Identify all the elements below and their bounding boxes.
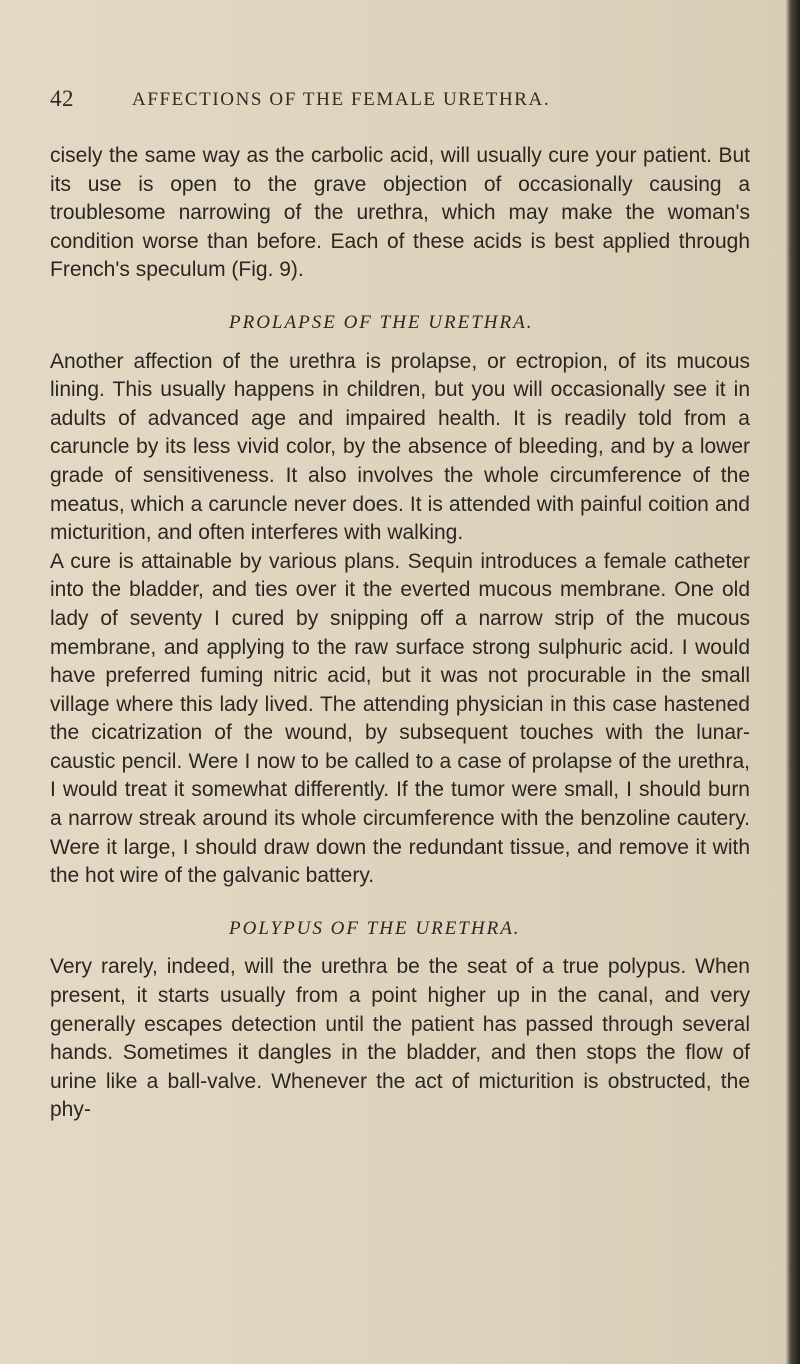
- body-text: [50, 142, 750, 1125]
- page-number: 42: [50, 86, 74, 111]
- section-heading-polypus: POLYPUS OF THE URETHRA.: [229, 917, 521, 939]
- page-header: [50, 86, 750, 126]
- paragraph-prolapse-treatment: A cure is attainable by various plans. Sequin introduces a female catheter into the bladder, and ties over it the everted mucous membrane. One old lady of seventy I cured by snipping off a narrow strip of the mucous membrane, and applying to the raw surface strong sulphuric acid. I would have preferred fuming nitric acid, but it was not procurable in the small village where this lady lived. The attending physician in this case hastened the cicatrization of the wound, by subsequent touches with the lunar-caustic pencil. Were I now to be called to a case of prolapse of the urethra, I would treat it somewhat differently. If the tumor were small, I should burn a narrow streak around its whole circumference with the benzoline cautery. Were it large, I should draw down the redundant tissue, and remove it with the hot wire of the galvanic battery.: [50, 549, 750, 888]
- page-binding-edge: [786, 0, 800, 1364]
- running-head: AFFECTIONS OF THE FEMALE URETHRA.: [132, 89, 551, 110]
- paragraph-continuation: cisely the same way as the carbolic acid, will usually cure your patient. But its use is open to the grave objection of occasionally causing a troublesome narrowing of the urethra, which may make the woman's condition worse than before. Each of these acids is best applied through French's speculum (Fig. 9).: [50, 144, 750, 282]
- section-heading-prolapse: PROLAPSE OF THE URETHRA.: [229, 311, 534, 333]
- paragraph-prolapse-description: Another affection of the urethra is prolapse, or ectropion, of its mucous lining. This usually happens in children, but you will occasionally see it in adults of advanced age and impaired health. It is readily told from a caruncle by its less vivid color, by the absence of bleeding, and by a lower grade of sensitiveness. It also involves the whole circumference of the meatus, which a caruncle never does. It is attended with painful coition and micturition, and often interferes with walking.: [50, 349, 750, 545]
- paragraph-polypus: Very rarely, indeed, will the urethra be the seat of a true polypus. When present, it starts usually from a point higher up in the canal, and very generally escapes detection until the patient has passed through several hands. Sometimes it dangles in the bladder, and then stops the flow of urine like a ball-valve. Whenever the act of micturition is obstructed, the phy-: [50, 955, 750, 1122]
